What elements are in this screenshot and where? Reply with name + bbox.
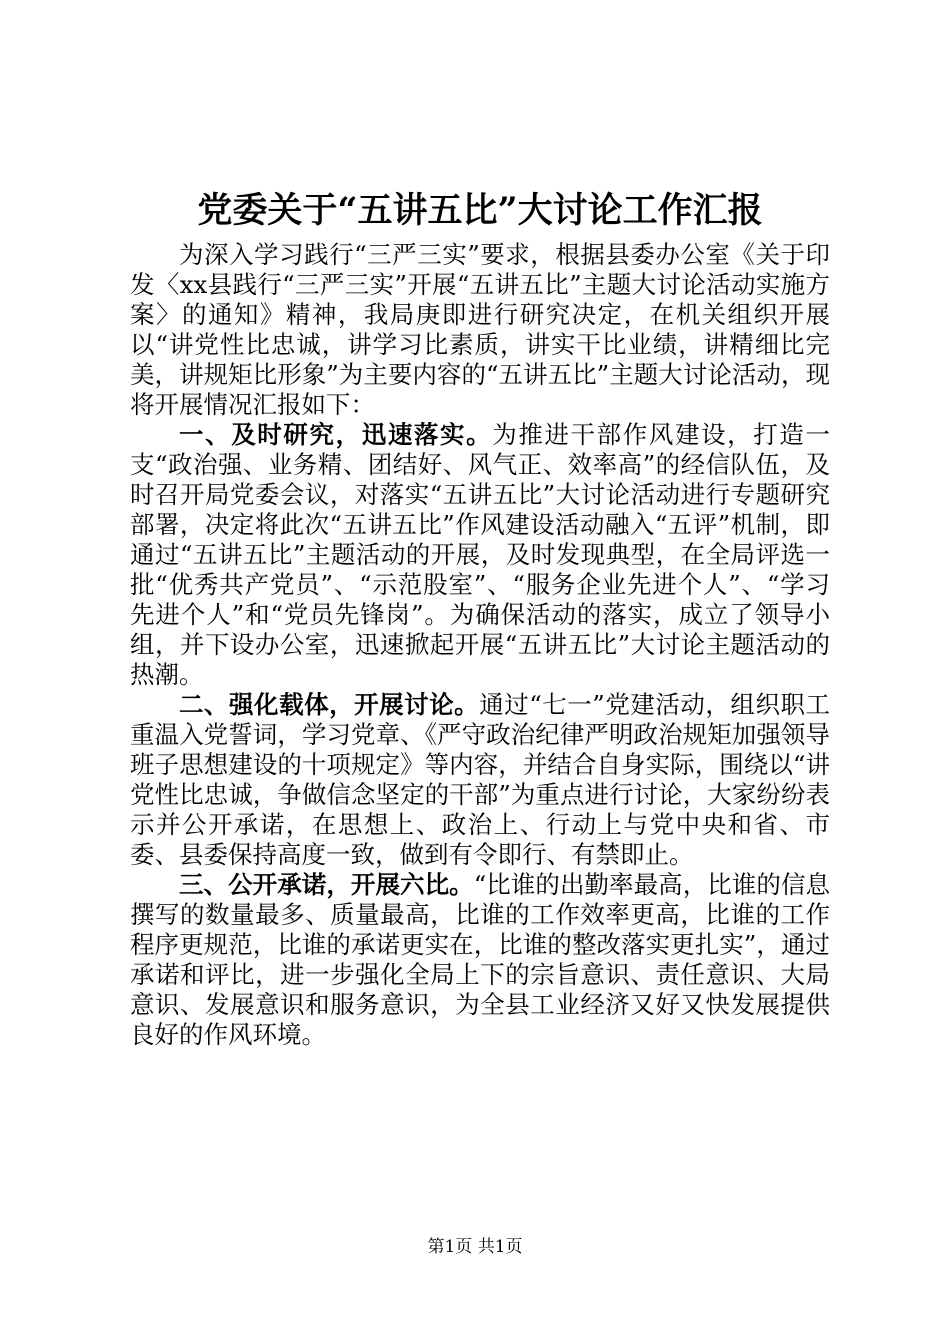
section-2-heading: 二、强化载体，开展讨论。 [179, 690, 480, 719]
section-2-text: 通过“七一”党建活动，组织职工重温入党誓词，学习党章、《严守政治纪律严明政治规矩加强领导班子思想建设的十项规定》等内容，并结合自身实际，围绕以“讲党性比忠诚，争做信念坚定的干部”为重点进行讨论，大家纷纷表示并公开承诺，在思想上、政治上、行动上与党中央和省、市委、县委保持高度一致，做到有令即行、有禁即止。 [130, 690, 830, 869]
section-1-text: 为推进干部作风建设，打造一支“政治强、业务精、团结好、风气正、效率高”的经信队伍，及时召开局党委会议，对落实“五讲五比”大讨论活动进行专题研究部署，决定将此次“五讲五比”作风建设活动融入“五评”机制，即通过“五讲五比”主题活动的开展，及时发现典型，在全局评选一批“优秀共产党员”、“示范股室”、“服务企业先进个人”、“学习先进个人”和“党员先锋岗”。为确保活动的落实，成立了领导小组，并下设办公室，迅速掀起开展“五讲五比”大讨论主题活动的热潮。 [130, 420, 830, 689]
page-footer: 第1页 共1页 [427, 1237, 523, 1257]
section-3-paragraph [130, 870, 830, 1050]
section-1-heading: 一、及时研究，迅速落实。 [179, 420, 493, 449]
document-title: 党委关于“五讲五比”大讨论工作汇报 [197, 190, 763, 231]
section-3-heading: 三、公开承诺，开展六比。 [179, 870, 474, 899]
document-body [130, 186, 830, 1050]
section-2-paragraph [130, 690, 830, 870]
intro-paragraph: 为深入学习践行“三严三实”要求，根据县委办公室《关于印发〈xx县践行“三严三实”开展“五讲五比”主题大讨论活动实施方案〉的通知》精神，我局庚即进行研究决定，在机关组织开展以“讲党性比忠诚，讲学习比素质，讲实干比业绩，讲精细比完美，讲规矩比形象”为主要内容的“五讲五比”主题大讨论活动，现将开展情况汇报如下： [130, 240, 830, 419]
section-3-text: “比谁的出勤率最高，比谁的信息撰写的数量最多、质量最高，比谁的工作效率更高，比谁的工作程序更规范，比谁的承诺更实在，比谁的整改落实更扎实”，通过承诺和评比，进一步强化全局上下的宗旨意识、责任意识、大局意识、发展意识和服务意识，为全县工业经济又好又快发展提供良好的作风环境。 [130, 870, 831, 1049]
section-1-paragraph [130, 420, 830, 690]
